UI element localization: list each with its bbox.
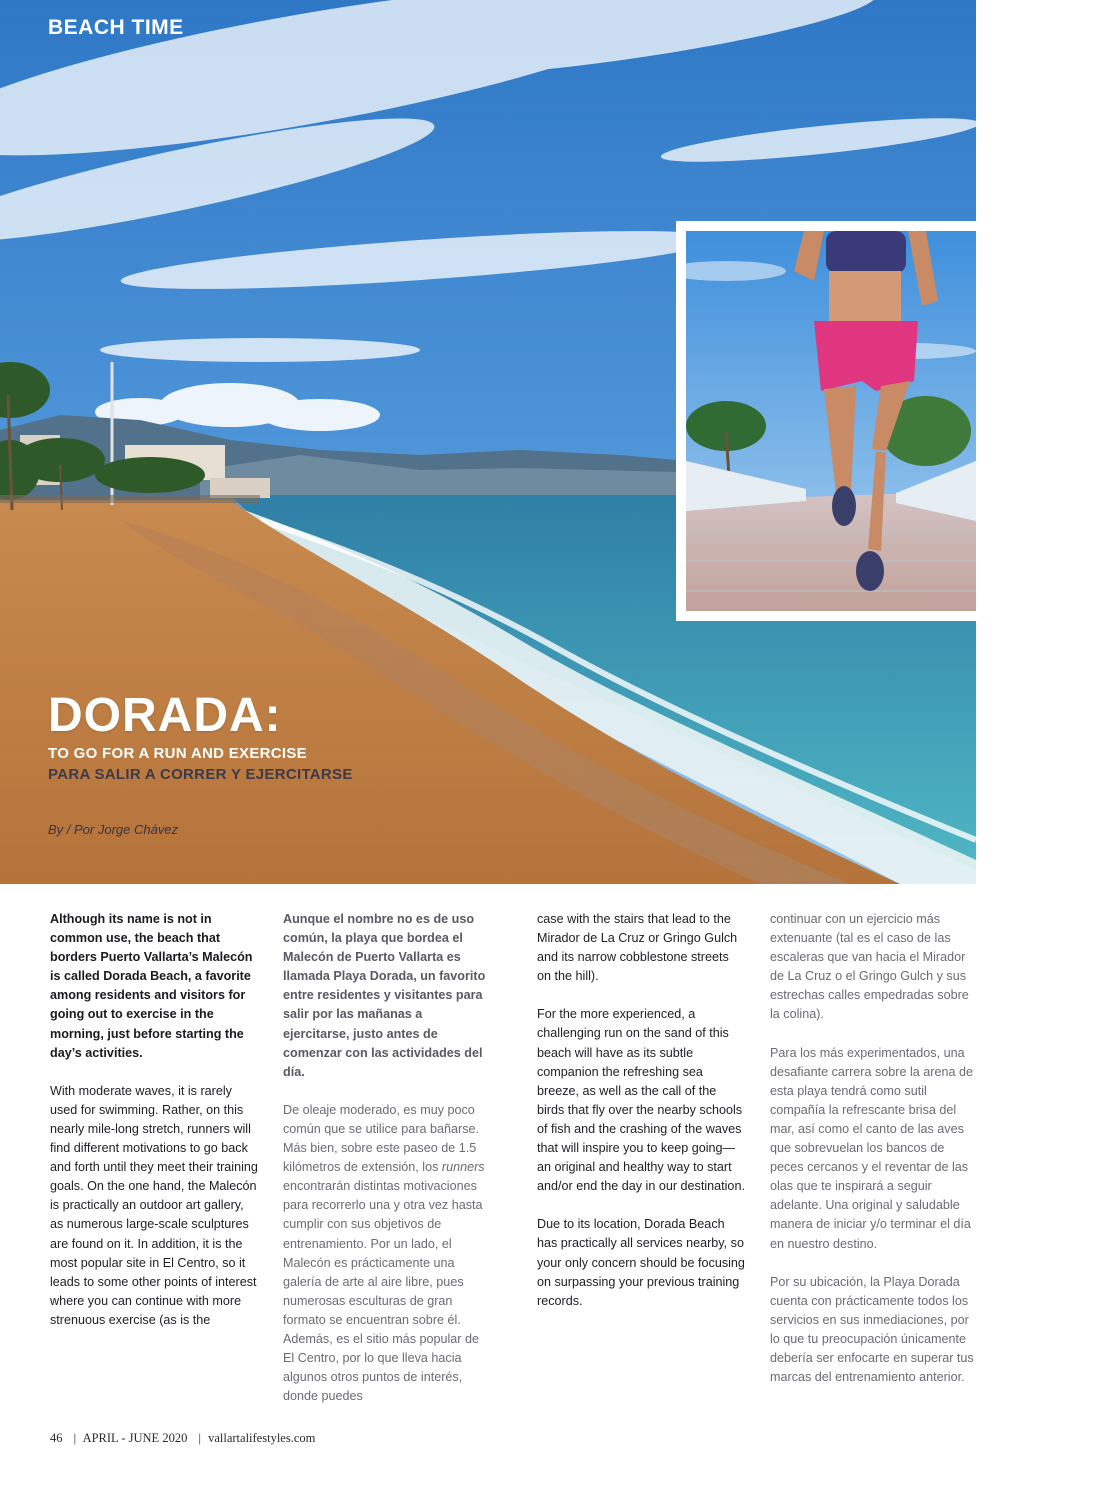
article-subtitle-en: TO GO FOR A RUN AND EXERCISE [48,745,307,762]
text-run: De oleaje moderado, es muy poco común que se utilice para bañarse. Más bien, sobre este paseo de 1.5 kilómetros de extensión, los [283,1102,480,1175]
lead-paragraph-en: Although its name is not in common use, the beach that borders Puerto Vallarta’s Malecón is called Dorada Beach, a favorite among residents and visitors for going out to exercise in the morning, just before starting the day’s activities. [50,912,253,1060]
footer-separator: | [198,1431,201,1445]
footer-separator: | [73,1431,77,1445]
byline: By / Por Jorge Chávez [48,822,179,837]
text-run: encontrarán distintas motivaciones para recorrerlo una y otra vez hasta cumplir con sus objetivos de entrenamiento. Por un lado, el Malecón es prácticamente una galería de arte al aire libre, pues numerosas esculturas de gran formato se encuentran sobre él. Además, es el sitio más popular de El Centro, por lo que lleva hacia algunos otros puntos de interés, donde puedes [283,1179,483,1404]
lead-paragraph-es: Aunque el nombre no es de uso común, la playa que bordea el Malecón de Puerto Vallarta es llamada Playa Dorada, un favorito entre residentes y visitantes para salir por las mañanas a ejercitarse, justo antes de comenzar con las actividades del día. [283,912,486,1079]
website-link[interactable]: vallartalifestyles.com [208,1431,316,1445]
body-paragraph: continuar con un ejercicio más extenuante (tal es el caso de las escaleras que van hacia el Mirador de La Cruz o el Gringo Gulch y sus estrechas calles empedradas sobre la colina). [770,912,969,1022]
runner-photo [686,231,976,611]
article-subtitle-es: PARA SALIR A CORRER Y EJERCITARSE [48,766,353,783]
runner-inset-photo-frame [676,221,976,621]
body-paragraph: Para los más experimentados, una desafiante carrera sobre la arena de esta playa tendrá como sutil compañía la refrescante brisa del mar, así como el canto de las aves que sobrevuelan los bancos de peces cercanos y el reventar de las olas que te inspirará a seguir adelante. Una original y saludable manera de iniciar y/o terminar el día en nuestro destino. [770,1045,974,1251]
page-footer [50,1431,319,1446]
issue-date: APRIL - JUNE 2020 [82,1431,188,1445]
italic-term: runners [441,1160,485,1175]
body-paragraph [283,1101,491,1407]
body-paragraph: case with the stairs that lead to the Mirador de La Cruz or Gringo Gulch and its narrow cobblestone streets on the hill). [537,912,738,984]
article-title: DORADA: [48,689,282,742]
body-paragraph: Due to its location, Dorada Beach has practically all services nearby, so your only concern should be focusing on surpassing your previous training records. [537,1217,745,1308]
section-tag: BEACH TIME [48,16,184,39]
column-english-2 [537,910,745,1330]
page-number: 46 [50,1431,63,1445]
column-english-1 [50,910,258,1349]
column-spanish-2 [770,910,978,1406]
body-paragraph: With moderate waves, it is rarely used for swimming. Rather, on this nearly mile-long stretch, runners will find different motivations to go back and forth until they meet their training goals. On the one hand, the Malecón is practically an outdoor art gallery, as numerous large-scale sculptures are found on it. In addition, it is the most popular site in El Centro, so it leads to some other points of interest where you can continue with more strenuous exercise (as is the [50,1083,258,1327]
body-paragraph: For the more experienced, a challenging run on the sand of this beach will have as its subtle companion the refreshing sea breeze, as well as the call of the birds that fly over the nearby schools of fish and the crashing of the waves that will inspire you to keep going—an original and healthy way to start and/or end the day in our destination. [537,1007,745,1194]
body-paragraph: Por su ubicación, la Playa Dorada cuenta con prácticamente todos los servicios en sus inmediaciones, por lo que tu preocupación únicamente debería ser enfocarte en superar tus marcas del entrenamiento anterior. [770,1274,974,1385]
column-spanish-1 [283,910,491,1425]
